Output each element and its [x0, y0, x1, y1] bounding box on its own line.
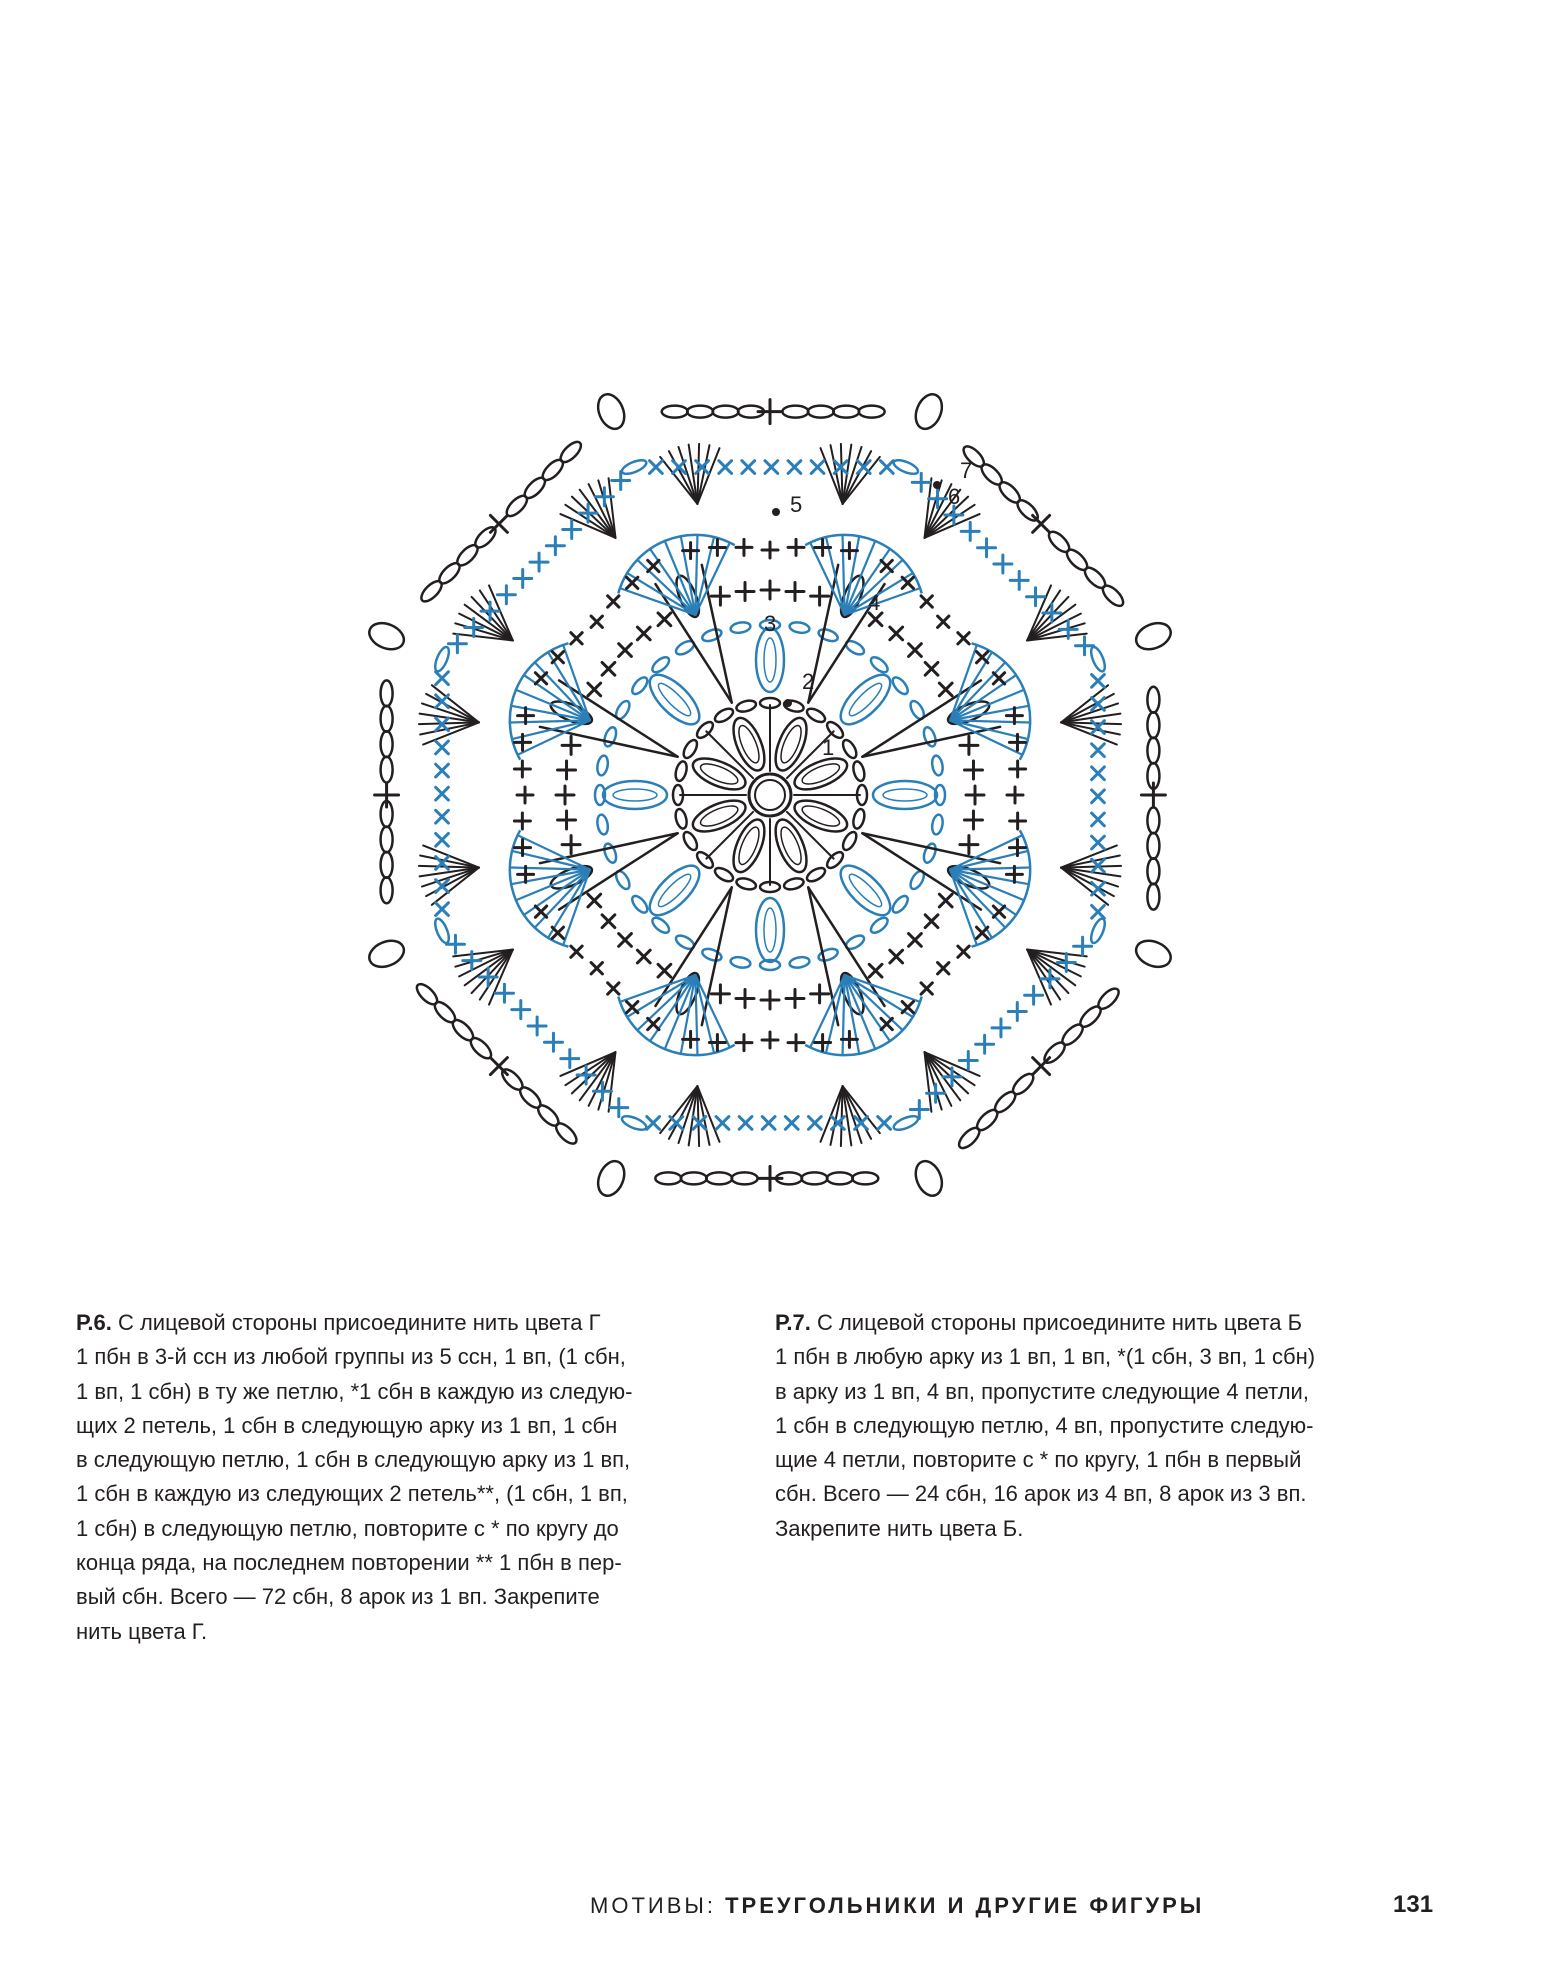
round-3-sc [761, 581, 779, 599]
round-3-sc [631, 944, 656, 969]
round-4-sc [585, 957, 608, 980]
round-2-puff-inner [764, 908, 776, 952]
round-2-chain [789, 621, 810, 634]
round-2-chain [817, 627, 839, 643]
round-6-sc [736, 454, 761, 479]
round-6-sc [429, 781, 454, 806]
round-1-chain [735, 876, 757, 891]
round-4-fan-stitch [810, 975, 844, 1047]
round-7-chain [1147, 687, 1159, 713]
round-4-sc [952, 627, 975, 650]
round-1-puff-inner [800, 760, 842, 788]
round-4-sc [514, 813, 530, 829]
round-1-puff-inner [735, 825, 763, 867]
round-6-corner-chain [1088, 645, 1107, 673]
round-7-sc [482, 507, 516, 541]
round-4-sc [517, 787, 533, 803]
round-7-line-5: щие 4 петли, повторите с * по кругу, 1 пбн в первый [775, 1447, 1302, 1473]
round-1-chain [674, 808, 689, 830]
round-6-instructions [76, 1306, 730, 1649]
magic-ring-inner [755, 780, 785, 810]
round-7-chain [859, 406, 885, 418]
round-4-sc [788, 539, 804, 555]
round-1-puff [727, 815, 771, 876]
round-7-chain [808, 406, 834, 418]
round-1-puff [790, 794, 851, 838]
round-6-sc [1057, 954, 1075, 972]
round-6-sc [563, 520, 581, 538]
round-6-sc [912, 473, 930, 491]
round-7-corner-arch [1132, 936, 1174, 972]
round-3-sc [786, 989, 804, 1007]
round-3-sc [811, 985, 829, 1003]
round-3-sc [919, 656, 944, 681]
round-3-sc [612, 927, 637, 952]
round-4-sc [736, 1035, 752, 1051]
round-4-sc [952, 940, 975, 963]
round-6-corner-chain [1088, 917, 1107, 945]
round-6-corner-chain [620, 1113, 648, 1132]
round-6-heading: Р.6. [76, 1310, 112, 1335]
round-2-chain [650, 915, 672, 936]
round-2-puff-inner [613, 789, 657, 801]
round-2-chain [650, 655, 672, 676]
round-7-line-3: в арку из 1 вп, 4 вп, пропустите следующие 4 петли, [775, 1378, 1309, 1404]
round-4-fan-stitch [695, 543, 729, 615]
round-4-fan-stitch [695, 975, 729, 1047]
round-6-line-9: вый сбн. Всего — 72 сбн, 8 арок из 1 вп. Закрепите [76, 1584, 600, 1610]
round-2-chain [922, 726, 938, 748]
round-6-sc [512, 1001, 530, 1019]
round-1-puff-inner [698, 760, 740, 788]
round-7-chain [801, 1172, 827, 1184]
round-2-chain [931, 814, 944, 835]
round-7-line-2: 1 пбн в любую арку из 1 вп, 1 вп, *(1 сбн, 3 вп, 1 сбн) [775, 1344, 1316, 1370]
round-6-corner-chain [432, 917, 451, 945]
round-7-chain [1100, 582, 1127, 609]
round-3-sc [919, 908, 944, 933]
round-4-fan-stitch [950, 720, 1022, 754]
round-3-sc [964, 761, 982, 779]
round-6-sc [495, 984, 513, 1002]
round-6-sc [759, 454, 784, 479]
round-3-sc [612, 637, 637, 662]
round-6-sc [929, 490, 947, 508]
round-7-instructions [775, 1306, 1425, 1546]
round-1-chain [713, 706, 735, 725]
round-2-chain [630, 675, 651, 697]
round-6-sc [429, 758, 454, 783]
round-7-chain [381, 680, 393, 706]
round-3-sc [786, 583, 804, 601]
round-label-2: 2 [802, 669, 815, 694]
round-2-chain [890, 675, 911, 697]
round-6-sc [643, 454, 668, 479]
round-6-line-3: 1 вп, 1 сбн) в ту же петлю, *1 сбн в каждую из следую- [76, 1378, 633, 1404]
round-2-chain [630, 893, 651, 915]
round-1-chain [681, 830, 700, 852]
footer-section: МОТИВЫ: [590, 1893, 716, 1918]
round-3-sc [960, 836, 978, 854]
round-6-sc [1010, 571, 1028, 589]
round-1-chain [681, 738, 700, 760]
round-3-sc [562, 736, 580, 754]
round-6-corner-chain [620, 457, 648, 476]
round-6-sc [1027, 588, 1045, 606]
round-2-puff-inner [846, 871, 886, 911]
start-marker [784, 699, 792, 707]
round-4-sc [736, 539, 752, 555]
round-6-line-1: Р.6. С лицевой стороны присоедините нить цвета Г [76, 1310, 601, 1335]
round-7-chain [1147, 858, 1159, 884]
round-6-sc [610, 1099, 628, 1117]
round-6-sc [976, 1035, 994, 1053]
footer-chapter: ТРЕУГОЛЬНИКИ И ДРУГИЕ ФИГУРЫ [725, 1893, 1205, 1918]
round-4-sc [762, 542, 778, 558]
round-7-chain [662, 406, 688, 418]
round-3-sc [596, 656, 621, 681]
round-3-sc [736, 989, 754, 1007]
round-6-sc [1085, 807, 1110, 832]
round-2-chain [789, 956, 810, 969]
round-6-sc [733, 1110, 758, 1135]
round-2-puff [833, 667, 898, 732]
round-2-chain [922, 842, 938, 864]
round-6-corner-chain [892, 457, 920, 476]
round-6-line-7: 1 сбн) в следующую петлю, повторите с * по кругу до [76, 1515, 619, 1541]
round-7-corner-arch [911, 390, 947, 432]
round-7-corner-arch [365, 936, 407, 972]
round-6-sc [805, 454, 830, 479]
round-1-chain [805, 865, 827, 884]
round-6-sc [978, 539, 996, 557]
round-6-sc [992, 1019, 1010, 1037]
round-1-puff-inner [735, 723, 763, 765]
round-7-chain [687, 406, 713, 418]
round-3-sc [562, 836, 580, 854]
round-label-7: 7 [960, 458, 973, 483]
round-3-sc [711, 985, 729, 1003]
round-2-puff [642, 858, 707, 923]
round-3-sc [736, 583, 754, 601]
round-5-stitch [697, 448, 719, 504]
round-7-sc [1141, 783, 1165, 807]
round-6-sc [544, 1033, 562, 1051]
round-7-corner-arch [593, 1157, 629, 1199]
round-5-stitch [423, 722, 479, 744]
round-6-sc [530, 553, 548, 571]
round-7-corner-arch [593, 390, 629, 432]
round-7-chain [681, 1172, 707, 1184]
round-1-puff [790, 752, 851, 796]
round-6-corner-chain [432, 645, 451, 673]
round-2-chain [868, 655, 890, 676]
round-label-3: 3 [764, 611, 777, 636]
round-7-chain [1147, 738, 1159, 764]
round-3-sc [761, 991, 779, 1009]
round-6-sc [528, 1017, 546, 1035]
round-7-chain [833, 406, 859, 418]
crochet-chart-diagram [330, 355, 1210, 1235]
round-7-chain [381, 877, 393, 903]
round-5-stitch [1061, 845, 1117, 867]
round-1-puff-inner [777, 825, 805, 867]
round-1-chain [840, 738, 859, 760]
round-6-line-2: 1 пбн в 3-й ссн из любой группы из 5 ссн, 1 вп, (1 сбн, [76, 1344, 626, 1370]
round-4-fan-stitch [810, 543, 844, 615]
round-6-sc [961, 522, 979, 540]
round-7-chain [713, 406, 739, 418]
round-6-corner-chain [892, 1113, 920, 1132]
round-5-stitch [697, 1086, 719, 1142]
round-4-fan-stitch [518, 720, 590, 754]
round-2-chain [596, 814, 609, 835]
round-6-sc [959, 1052, 977, 1070]
round-7-chain [1147, 884, 1159, 910]
round-4-fan-stitch [518, 835, 590, 869]
round-7-chain [706, 1172, 732, 1184]
round-2-chain [730, 956, 751, 969]
round-6-sc [756, 1110, 781, 1135]
round-6-sc [779, 1110, 804, 1135]
round-6-sc [1074, 937, 1092, 955]
round-6-sc [514, 569, 532, 587]
round-7-line-1: Р.7. С лицевой стороны присоедините нить цвета Б [775, 1310, 1303, 1335]
round-7-chain [782, 406, 808, 418]
round-3-sc [966, 786, 984, 804]
round-4-sc [565, 940, 588, 963]
round-6-sc [546, 537, 564, 555]
round-4-sc [602, 590, 625, 613]
round-4-sc [762, 1032, 778, 1048]
round-6-line-10: нить цвета Г. [76, 1618, 208, 1644]
round-4-sc [932, 610, 955, 633]
round-6-sc [429, 735, 454, 760]
round-6-sc [465, 618, 483, 636]
round-2-puff-inner [655, 680, 695, 720]
round-4-sc [1007, 787, 1023, 803]
round-5-stitch [1061, 722, 1117, 744]
round-1-chain [735, 699, 757, 714]
round-7-sc [758, 1166, 782, 1190]
round-3-sc [960, 736, 978, 754]
round-2-chain [701, 627, 723, 643]
round-1-puff [769, 815, 813, 876]
round-7-line-4: 1 сбн в следующую петлю, 4 вп, пропустите следую- [775, 1412, 1314, 1438]
round-2-chain [596, 755, 609, 776]
round-4-sc [788, 1035, 804, 1051]
round-2-chain [602, 842, 618, 864]
round-1-chain [713, 865, 735, 884]
round-label-5: 5 [790, 492, 803, 517]
round-6-line-5: в следующую петлю, 1 сбн в следующую арку из 1 вп, [76, 1447, 631, 1473]
round-2-chain [730, 621, 751, 634]
round-7-chain [381, 757, 393, 783]
round-7-sc [1024, 1049, 1058, 1083]
round-6-line-8: конца ряда, на последнем повторении ** 1 пбн в пер- [76, 1550, 622, 1576]
start-marker [933, 481, 941, 489]
round-2-chain [602, 726, 618, 748]
round-2-puff [642, 667, 707, 732]
page-number: 131 [1393, 1891, 1434, 1918]
round-1-chain [851, 760, 866, 782]
round-2-chain [868, 915, 890, 936]
round-7-chain [732, 1172, 758, 1184]
round-6-sc [448, 635, 466, 653]
round-6-sc [871, 1110, 896, 1135]
round-5-stitch [820, 1086, 842, 1142]
round-7-chain [381, 731, 393, 757]
round-4-sc [1010, 761, 1026, 777]
round-6-sc [1008, 1003, 1026, 1021]
round-7-line-6: сбн. Всего — 24 сбн, 16 арок из 4 вп, 8 арок из 3 вп. [775, 1481, 1307, 1507]
round-7-chain [956, 1125, 983, 1152]
round-1-chain [840, 830, 859, 852]
round-3-sc [711, 587, 729, 605]
round-1-chain [783, 876, 805, 891]
round-1-chain [805, 706, 827, 725]
round-label-6: 6 [948, 484, 961, 509]
round-4-sc [585, 610, 608, 633]
round-4-sc [514, 761, 530, 777]
round-4-sc [1010, 813, 1026, 829]
round-label-1: 1 [822, 735, 835, 760]
round-6-sc [1085, 761, 1110, 786]
round-4-sc [932, 957, 955, 980]
round-5-stitch [423, 845, 479, 867]
round-6-sc [1085, 830, 1110, 855]
round-2-puff-inner [655, 871, 695, 911]
round-7-heading: Р.7. [775, 1310, 811, 1335]
round-4-sc [915, 977, 938, 1000]
round-7-sc [1024, 507, 1058, 541]
round-1-puff-inner [800, 802, 842, 830]
round-3-sc [883, 621, 908, 646]
round-1-puff [689, 752, 750, 796]
round-4-fan-stitch [950, 835, 1022, 869]
round-3-sc [883, 944, 908, 969]
round-4-sc [602, 977, 625, 1000]
round-7-sc [482, 1049, 516, 1083]
round-2-puff-inner [883, 789, 927, 801]
round-1-puff-inner [777, 723, 805, 765]
round-2-puff-inner [846, 680, 886, 720]
round-4-sc [915, 590, 938, 613]
round-7-chain [381, 706, 393, 732]
round-7-sc [375, 783, 399, 807]
round-6-sc [710, 1110, 735, 1135]
round-1-chain [674, 760, 689, 782]
round-7-chain [381, 852, 393, 878]
round-1-puff [689, 794, 750, 838]
start-marker [772, 508, 780, 516]
round-3-sc [964, 811, 982, 829]
round-7-chain [852, 1172, 878, 1184]
round-7-sc [758, 400, 782, 424]
round-7-corner-arch [911, 1157, 947, 1199]
round-7-chain [414, 981, 441, 1008]
round-3-sc [902, 927, 927, 952]
round-6-sc [1085, 784, 1110, 809]
round-2-chain [931, 755, 944, 776]
round-7-chain [1147, 807, 1159, 833]
round-2-puff [833, 858, 898, 923]
round-1-puff-inner [698, 802, 740, 830]
round-7-chain [557, 439, 584, 466]
round-6-line-4: щих 2 петель, 1 сбн в следующую арку из 1 вп, 1 сбн [76, 1412, 618, 1438]
round-7-chain [827, 1172, 853, 1184]
round-3-sc [596, 908, 621, 933]
round-3-sc [902, 637, 927, 662]
round-label-4: 4 [868, 590, 881, 615]
round-7-chain [655, 1172, 681, 1184]
round-6-sc [593, 1082, 611, 1100]
round-6-sc [429, 896, 454, 921]
round-3-sc [556, 786, 574, 804]
round-1-puff [727, 714, 771, 775]
round-3-sc [631, 621, 656, 646]
round-6-sc [994, 555, 1012, 573]
round-7-corner-arch [365, 618, 407, 654]
round-2-chain [701, 947, 723, 963]
round-3-sc [558, 811, 576, 829]
round-7-corner-arch [1132, 618, 1174, 654]
round-6-sc [561, 1050, 579, 1068]
round-6-sc [429, 804, 454, 829]
round-5-stitch [820, 448, 842, 504]
round-1-puff [769, 714, 813, 775]
round-6-sc [1085, 668, 1110, 693]
running-footer [590, 1893, 1204, 1919]
round-6-sc [497, 586, 515, 604]
round-4-sc [565, 627, 588, 650]
round-7-line-7: Закрепите нить цвета Б. [775, 1515, 1024, 1541]
round-1-chain [851, 808, 866, 830]
round-3-sc [811, 587, 829, 605]
round-6-line-6: 1 сбн в каждую из следующих 2 петель**, (1 сбн, 1 вп, [76, 1481, 628, 1507]
round-3-sc [558, 761, 576, 779]
round-6-sc [782, 454, 807, 479]
round-6-sc [1025, 986, 1043, 1004]
round-2-chain [817, 947, 839, 963]
round-7-chain [381, 826, 393, 852]
round-2-chain [890, 893, 911, 915]
round-2-puff-inner [764, 638, 776, 682]
round-7-chain [1147, 833, 1159, 859]
round-7-chain [1147, 712, 1159, 738]
